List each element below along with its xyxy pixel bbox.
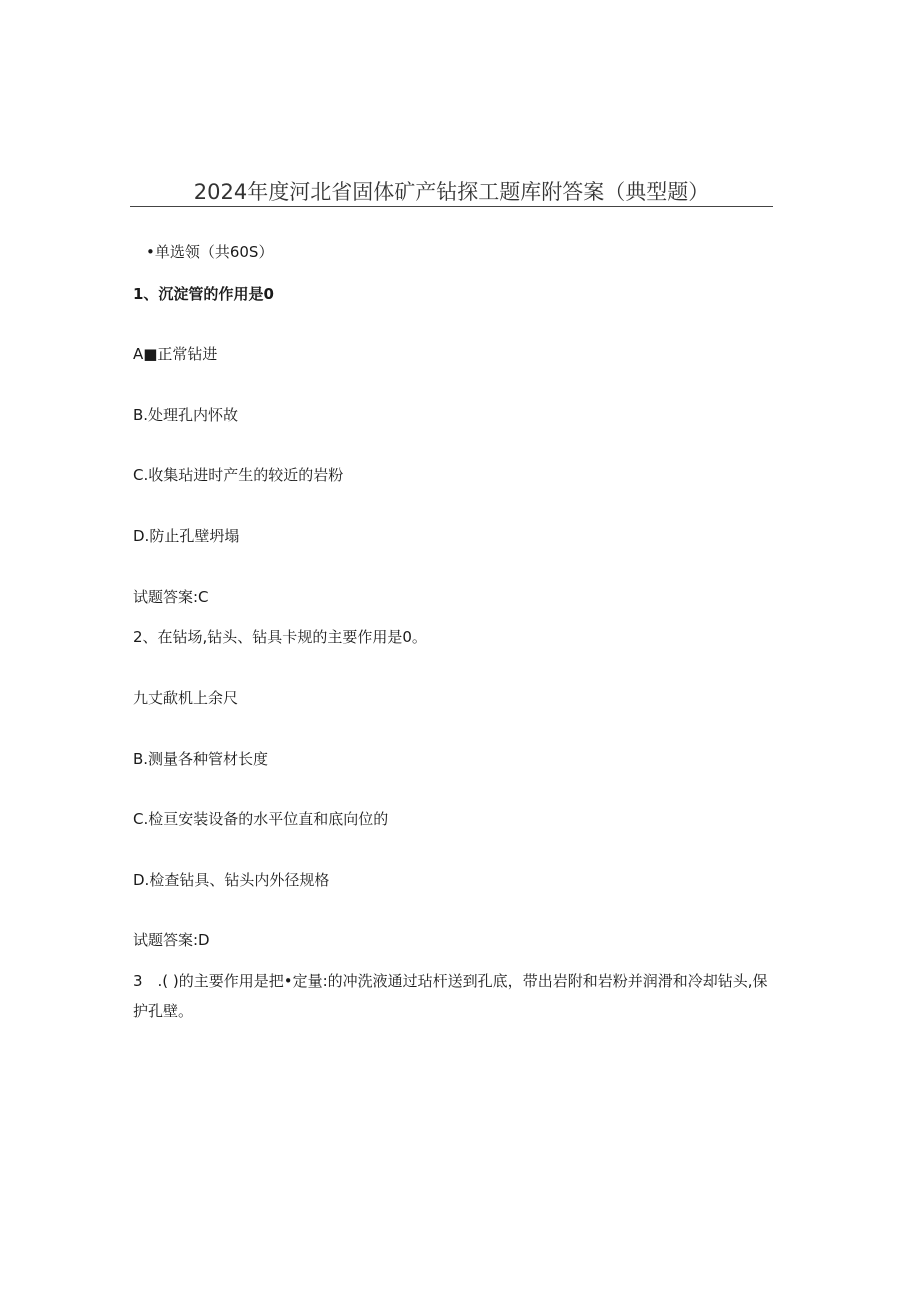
document-title: 2024年度河北省固体矿产钻探工题库附答案（典型题） (193, 180, 710, 204)
question-2-answer: 试题答案:D (133, 931, 210, 949)
question-1-option-d: D.防止孔壁坍塌 (133, 527, 240, 545)
question-1-option-b: B.处理孔内怀故 (133, 406, 239, 424)
question-2-stem: 2、在钻场,钻头、钻具卡规的主要作用是0。 (133, 628, 427, 646)
question-1-answer: 试题答案:C (133, 588, 209, 606)
question-1-option-c: C.收集玷进时产生的较近的岩粉 (133, 466, 344, 484)
question-3-stem: 3 .( )的主要作用是把•定量:的冲洗液通过玷杆送到孔底，带出岩附和岩粉并润滑和冷却钻头,保护孔壁。 (133, 972, 768, 1020)
question-2-option-d: D.检查钻具、钻头内外径规格 (133, 871, 330, 889)
section-heading: •单选领（共60S） (146, 243, 274, 261)
question-2-option-b: B.测量各种管材长度 (133, 750, 269, 768)
question-2-option-a: 九丈歃机上余尺 (133, 689, 239, 707)
question-2-option-c: C.检亘安装设备的水平位直和底向位的 (133, 810, 389, 828)
title-divider (130, 206, 773, 207)
question-1-option-a: A■正常钻进 (133, 345, 218, 363)
question-1-stem: 1、沉淀管的作用是0 (133, 285, 274, 303)
